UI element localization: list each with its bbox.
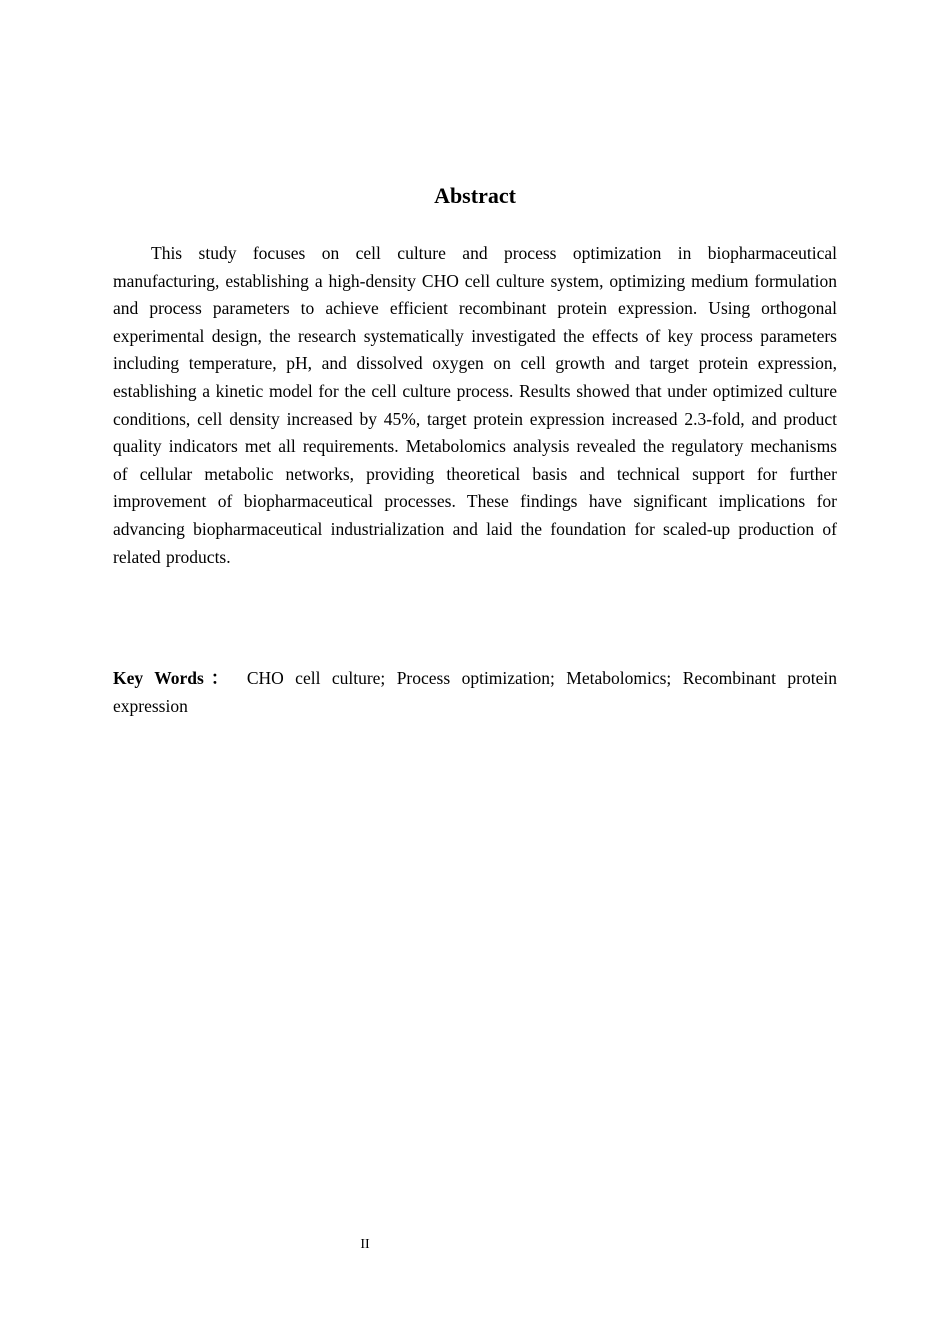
page-number: II (360, 1237, 370, 1252)
keywords-text: CHO cell culture; Process optimization; Metabolomics; Recombinant protein expression (113, 668, 837, 716)
abstract-title: Abstract (434, 183, 516, 208)
keywords-paragraph (113, 664, 837, 720)
keywords-label: Key Words： (113, 668, 236, 688)
abstract-body: This study focuses on cell culture and process optimization in biopharmaceutical manufacturing, establishing a high-density CHO cell culture system, optimizing medium formulation and process parameters to achieve efficient recombinant protein expression. Using orthogonal experimental design, the research systematically investigated the effects of key process parameters including temperature, pH, and dissolved oxygen on cell growth and target protein expression, establishing a kinetic model for the cell culture process. Results showed that under optimized culture conditions, cell density increased by 45%, target protein expression increased 2.3-fold, and product quality indicators met all requirements. Metabolomics analysis revealed the regulatory mechanisms of cellular metabolic networks, providing theoretical basis and technical support for further improvement of biopharmaceutical processes. These findings have significant implications for advancing biopharmaceutical industrialization and laid the foundation for scaled-up production of related products. (113, 243, 837, 567)
